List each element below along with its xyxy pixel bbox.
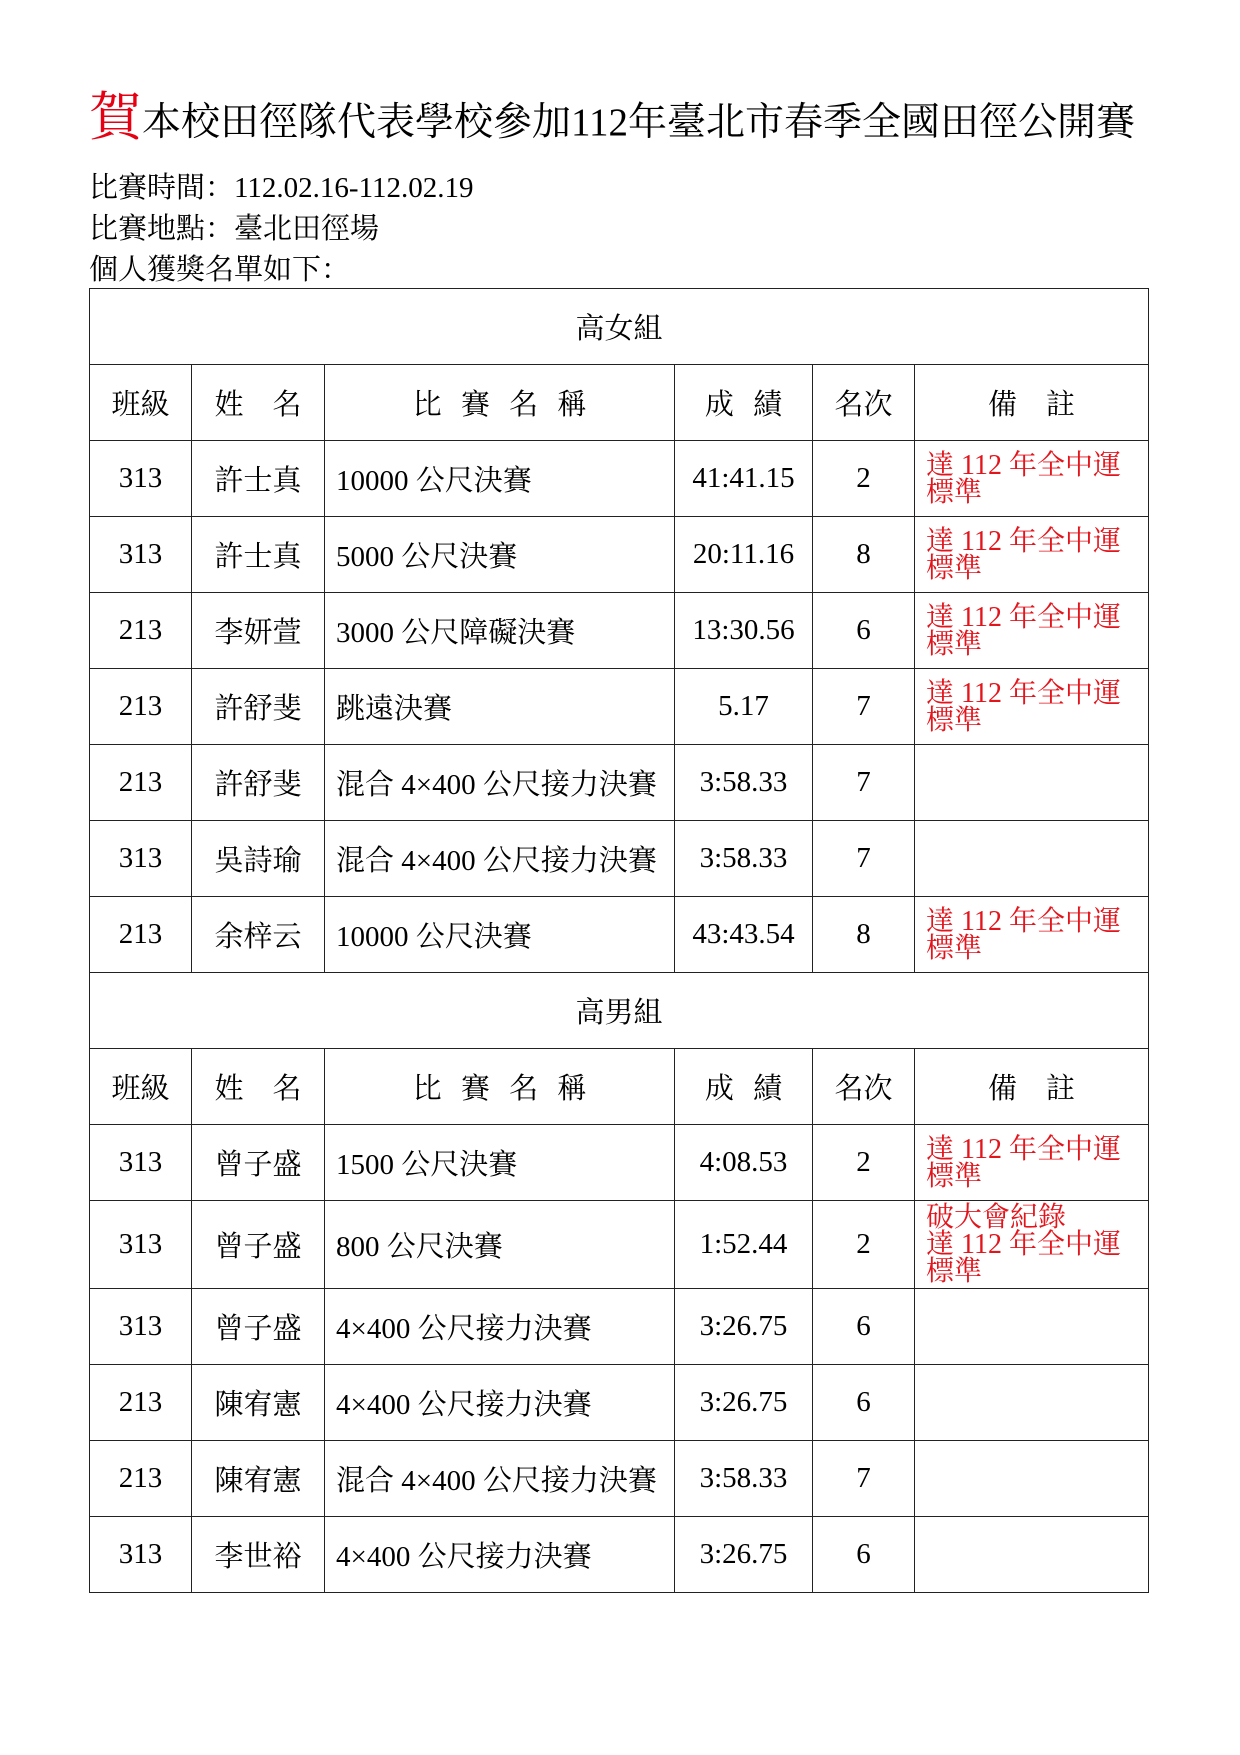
info-list-intro: 個人獲獎名單如下： [89, 254, 351, 286]
remark-line: 達 112 年全中運 [926, 905, 1121, 937]
cell-name: 許士真 [192, 517, 325, 593]
col-header-name: 姓 名 [192, 365, 325, 441]
cell-class: 313 [90, 1125, 192, 1201]
cell-class: 213 [90, 593, 192, 669]
cell-name: 李妍萱 [192, 593, 325, 669]
cell-remark [915, 441, 1149, 517]
col-header-result: 成 績 [675, 365, 813, 441]
cell-rank: 2 [813, 1201, 915, 1289]
table-row [90, 1201, 1149, 1289]
col-header-rank: 名次 [813, 365, 915, 441]
cell-remark [915, 1441, 1149, 1517]
table-row [90, 745, 1149, 821]
cell-result: 41:41.15 [675, 441, 813, 517]
cell-event: 混合 4×400 公尺接力決賽 [325, 821, 675, 897]
cell-class: 213 [90, 897, 192, 973]
title-mark: 賀 [89, 89, 142, 147]
cell-result: 3:58.33 [675, 1441, 813, 1517]
col-header-event: 比 賽 名 稱 [325, 1049, 675, 1125]
cell-result: 43:43.54 [675, 897, 813, 973]
col-header-event: 比 賽 名 稱 [325, 365, 675, 441]
cell-rank: 7 [813, 669, 915, 745]
cell-name: 曾子盛 [192, 1125, 325, 1201]
table-row [90, 821, 1149, 897]
award-table [89, 288, 1149, 1593]
table-row [90, 593, 1149, 669]
remark-line: 標準 [926, 932, 983, 964]
column-header-row [90, 365, 1149, 441]
remark-line: 達 112 年全中運 [926, 1133, 1121, 1165]
cell-result: 3:26.75 [675, 1365, 813, 1441]
remark-line: 達 112 年全中運 [926, 677, 1121, 709]
cell-name: 余梓云 [192, 897, 325, 973]
cell-name: 曾子盛 [192, 1289, 325, 1365]
cell-remark [915, 517, 1149, 593]
title-text: 本校田徑隊代表學校參加112年臺北市春季全國田徑公開賽 [142, 101, 1136, 144]
table-row [90, 1289, 1149, 1365]
cell-rank: 2 [813, 441, 915, 517]
cell-result: 20:11.16 [675, 517, 813, 593]
cell-event: 混合 4×400 公尺接力決賽 [325, 745, 675, 821]
remark-line: 達 112 年全中運 [926, 1229, 1121, 1260]
col-header-remark: 備 註 [915, 1049, 1149, 1125]
cell-event: 4×400 公尺接力決賽 [325, 1517, 675, 1593]
cell-event: 4×400 公尺接力決賽 [325, 1365, 675, 1441]
cell-name: 曾子盛 [192, 1201, 325, 1289]
group-title: 高男組 [90, 973, 1149, 1049]
cell-result: 5.17 [675, 669, 813, 745]
cell-result: 3:58.33 [675, 821, 813, 897]
cell-event: 3000 公尺障礙決賽 [325, 593, 675, 669]
cell-event: 跳遠決賽 [325, 669, 675, 745]
remark-line: 標準 [926, 628, 983, 660]
remark-line: 標準 [926, 1160, 983, 1192]
col-header-class: 班級 [90, 365, 192, 441]
cell-rank: 7 [813, 745, 915, 821]
cell-remark [915, 897, 1149, 973]
cell-rank: 8 [813, 897, 915, 973]
award-table-body [90, 289, 1149, 1593]
cell-result: 13:30.56 [675, 593, 813, 669]
cell-remark [915, 1365, 1149, 1441]
col-header-rank: 名次 [813, 1049, 915, 1125]
cell-name: 陳宥憲 [192, 1365, 325, 1441]
table-row [90, 1365, 1149, 1441]
cell-event: 1500 公尺決賽 [325, 1125, 675, 1201]
cell-rank: 6 [813, 1517, 915, 1593]
cell-result: 3:26.75 [675, 1517, 813, 1593]
group-header-row [90, 289, 1149, 365]
table-row [90, 517, 1149, 593]
remark-line: 標準 [926, 704, 983, 736]
cell-result: 3:58.33 [675, 745, 813, 821]
cell-remark [915, 1517, 1149, 1593]
cell-class: 313 [90, 1289, 192, 1365]
cell-rank: 8 [813, 517, 915, 593]
cell-event: 混合 4×400 公尺接力決賽 [325, 1441, 675, 1517]
cell-rank: 6 [813, 1365, 915, 1441]
col-header-result: 成 績 [675, 1049, 813, 1125]
col-header-class: 班級 [90, 1049, 192, 1125]
cell-remark [915, 821, 1149, 897]
table-row [90, 669, 1149, 745]
remark-line: 達 112 年全中運 [926, 525, 1121, 557]
info-venue: 比賽地點：臺北田徑場 [89, 213, 380, 245]
cell-class: 213 [90, 745, 192, 821]
cell-class: 213 [90, 1441, 192, 1517]
cell-class: 313 [90, 1517, 192, 1593]
cell-name: 吳詩瑜 [192, 821, 325, 897]
remark-line: 達 112 年全中運 [926, 601, 1121, 633]
cell-name: 許舒斐 [192, 669, 325, 745]
cell-event: 10000 公尺決賽 [325, 441, 675, 517]
cell-rank: 6 [813, 593, 915, 669]
cell-class: 313 [90, 821, 192, 897]
cell-name: 許士真 [192, 441, 325, 517]
cell-remark [915, 669, 1149, 745]
table-row [90, 1125, 1149, 1201]
cell-remark [915, 1125, 1149, 1201]
remark-line: 標準 [926, 1256, 983, 1287]
cell-rank: 2 [813, 1125, 915, 1201]
cell-remark [915, 1289, 1149, 1365]
table-row [90, 1441, 1149, 1517]
cell-result: 3:26.75 [675, 1289, 813, 1365]
col-header-remark: 備 註 [915, 365, 1149, 441]
remark-line: 標準 [926, 476, 983, 508]
cell-class: 213 [90, 669, 192, 745]
cell-event: 5000 公尺決賽 [325, 517, 675, 593]
cell-event: 10000 公尺決賽 [325, 897, 675, 973]
table-row [90, 1517, 1149, 1593]
remark-line: 標準 [926, 552, 983, 584]
col-header-name: 姓 名 [192, 1049, 325, 1125]
cell-rank: 7 [813, 1441, 915, 1517]
cell-event: 4×400 公尺接力決賽 [325, 1289, 675, 1365]
cell-name: 李世裕 [192, 1517, 325, 1593]
cell-rank: 7 [813, 821, 915, 897]
cell-result: 1:52.44 [675, 1201, 813, 1289]
cell-remark [915, 745, 1149, 821]
table-row [90, 897, 1149, 973]
page-title [89, 89, 1136, 147]
cell-name: 許舒斐 [192, 745, 325, 821]
cell-rank: 6 [813, 1289, 915, 1365]
cell-result: 4:08.53 [675, 1125, 813, 1201]
column-header-row [90, 1049, 1149, 1125]
cell-event: 800 公尺決賽 [325, 1201, 675, 1289]
cell-remark [915, 1201, 1149, 1289]
cell-class: 313 [90, 517, 192, 593]
group-header-row [90, 973, 1149, 1049]
cell-class: 213 [90, 1365, 192, 1441]
remark-line: 破大會紀錄 [926, 1202, 1067, 1233]
cell-remark [915, 593, 1149, 669]
remark-line: 達 112 年全中運 [926, 449, 1121, 481]
cell-class: 313 [90, 441, 192, 517]
table-row [90, 441, 1149, 517]
cell-name: 陳宥憲 [192, 1441, 325, 1517]
cell-class: 313 [90, 1201, 192, 1289]
group-title: 高女組 [90, 289, 1149, 365]
info-time: 比賽時間：112.02.16-112.02.19 [89, 172, 474, 204]
